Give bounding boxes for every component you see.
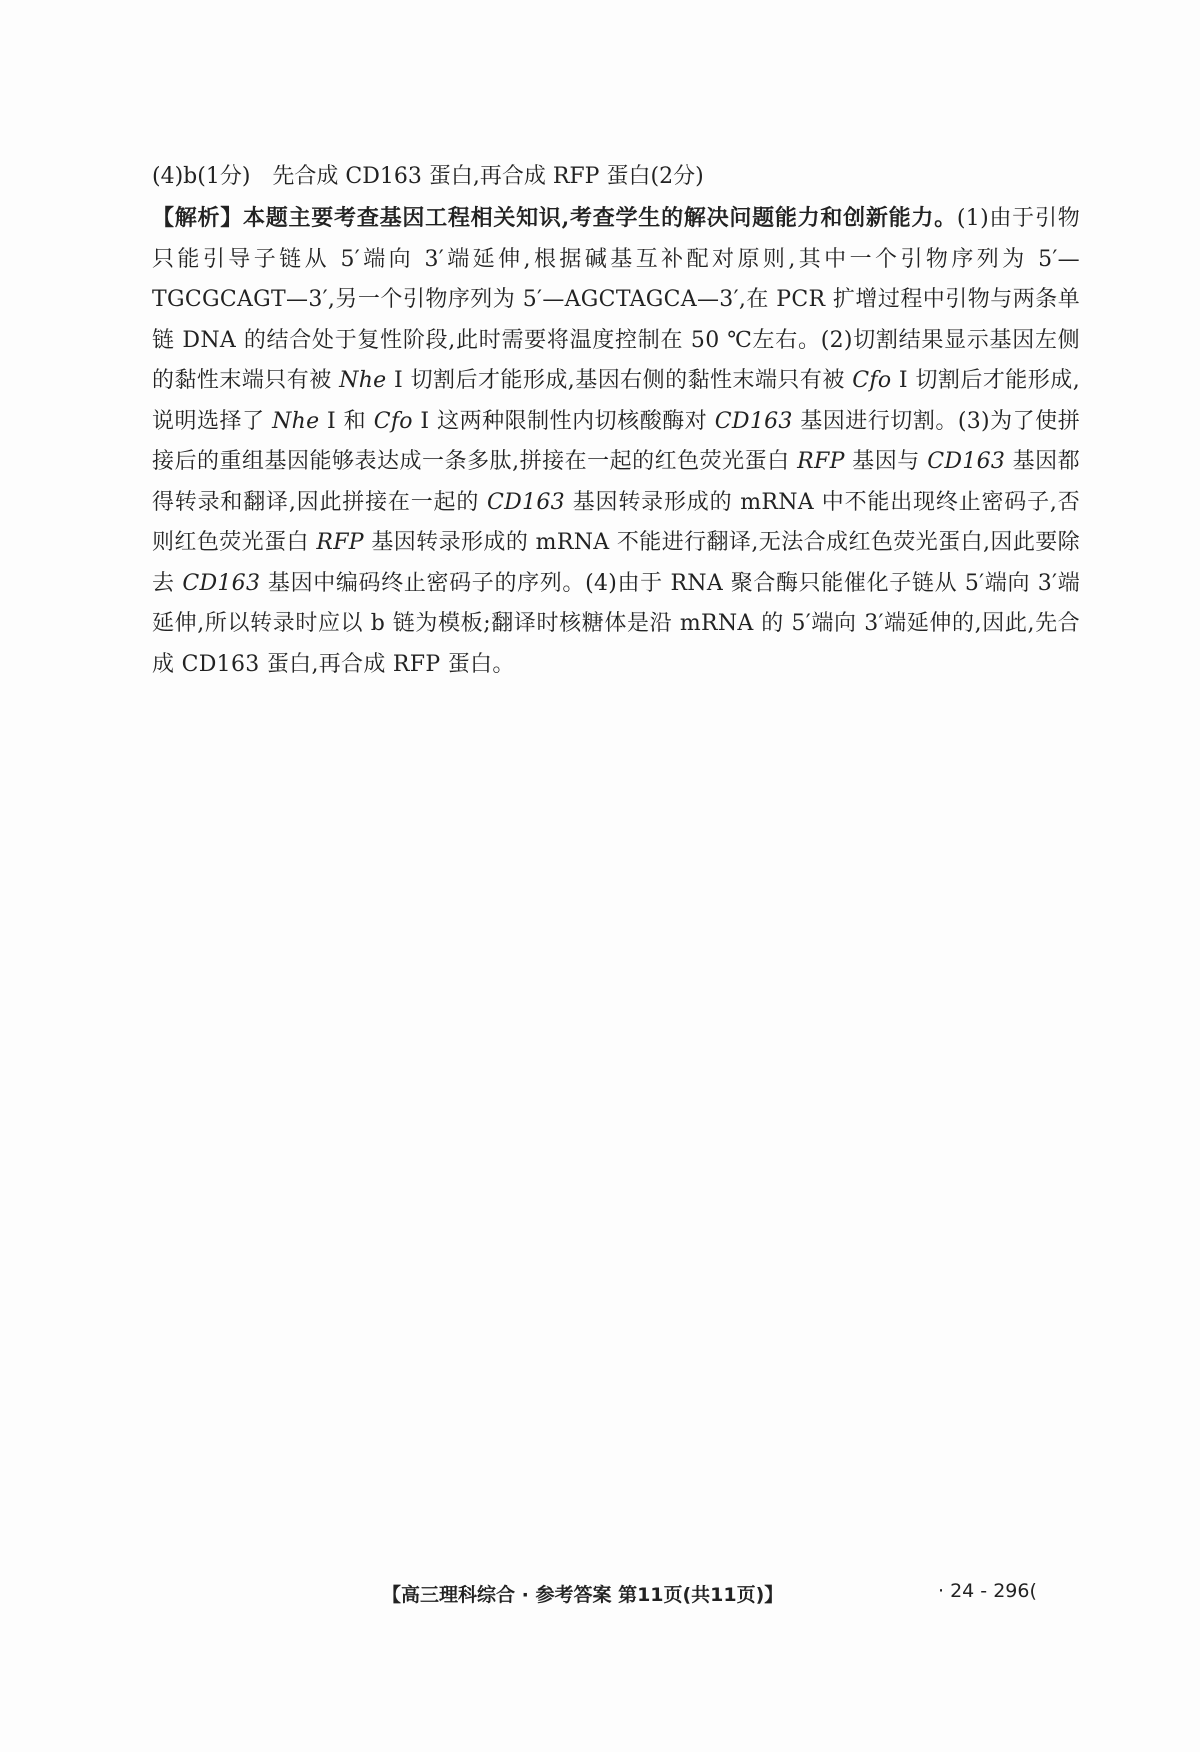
answer-section [152,160,1080,685]
analysis-part-2f: 基因进行切割。 [792,408,958,434]
answer-line [152,160,1080,194]
analysis-part-3d: 基因转录形成的 mRNA 中不能出现终止密码子,否则红色荧光蛋白 [152,489,1080,555]
analysis-part-2b: Ⅰ 切割后才能形成,基因右侧的黏性末端只有被 [386,368,853,393]
analysis-intro: 本题主要考查基因工程相关知识,考查学生的解决问题能力和创新能力。 [243,205,957,231]
enzyme-cfo-1: Cfo [852,368,892,393]
gene-cd163-2: CD163 [927,449,1006,474]
analysis-label: 【解析】 [152,205,244,231]
gene-rfp-1: RFP [797,449,845,474]
enzyme-cfo-2: Cfo [373,408,413,434]
answer-number: (4)b(1分) [152,164,251,189]
analysis-part-1: (1)由于引物只能引导子链从 5′端向 3′端延伸,根据碱基互补配对原则,其中一个引物序列为 5′—TGCGCAGT—3′,另一个引物序列为 5′—AGCTAGCA—3′,在 PCR 扩增过程中引物与两条单链 DNA 的结合处于复性阶段,此时需要将温度控制在 50 ℃左右。 [152,206,1080,353]
analysis-part-2c: Ⅰ 切割后才能形成,说明选择了 [152,368,1080,434]
gene-cd163-4: CD163 [182,570,261,596]
gene-cd163-1: CD163 [714,408,793,434]
footer-page-info: 【高三理科综合 · 参考答案 第11页(共11页)】 [382,1584,784,1606]
analysis-paragraph [152,198,1080,685]
gene-cd163-3: CD163 [486,489,565,515]
analysis-part-2e: Ⅰ 这两种限制性内切核酸酶对 [412,408,715,434]
analysis-part-3c: 基因都得转录和翻译,因此拼接在一起的 [152,449,1080,515]
answer-text: 先合成 CD163 蛋白,再合成 RFP 蛋白(2分) [272,164,704,189]
enzyme-nhe-2: Nhe [272,408,320,434]
enzyme-nhe-1: Nhe [339,368,387,393]
analysis-part-3e: 基因转录形成的 mRNA 不能进行翻译,无法合成红色荧光蛋白,因此要除去 [152,530,1080,596]
analysis-part-2d: Ⅰ 和 [319,408,374,434]
analysis-part-3a: (3)为了使拼接后的重组基因能够表达成一条多肽,拼接在一起的红色荧光蛋白 [152,408,1080,474]
analysis-part-3f: 基因中编码终止密码子的序列。 [260,570,586,596]
gene-rfp-2: RFP [316,530,364,555]
page-footer [0,1580,1200,1610]
analysis-part-4: (4)由于 RNA 聚合酶只能催化子链从 5′端向 3′端延伸,所以转录时应以 b 链为模板;翻译时核糖体是沿 mRNA 的 5′端向 3′端延伸的,因此,先合成 CD163 蛋白,再合成 RFP 蛋白。 [152,570,1081,677]
footer-code: · 24 - 296( [938,1580,1037,1602]
analysis-part-3b: 基因与 [844,449,928,474]
analysis-part-2a: (2)切割结果显示基因左侧的黏性末端只有被 [152,327,1080,393]
